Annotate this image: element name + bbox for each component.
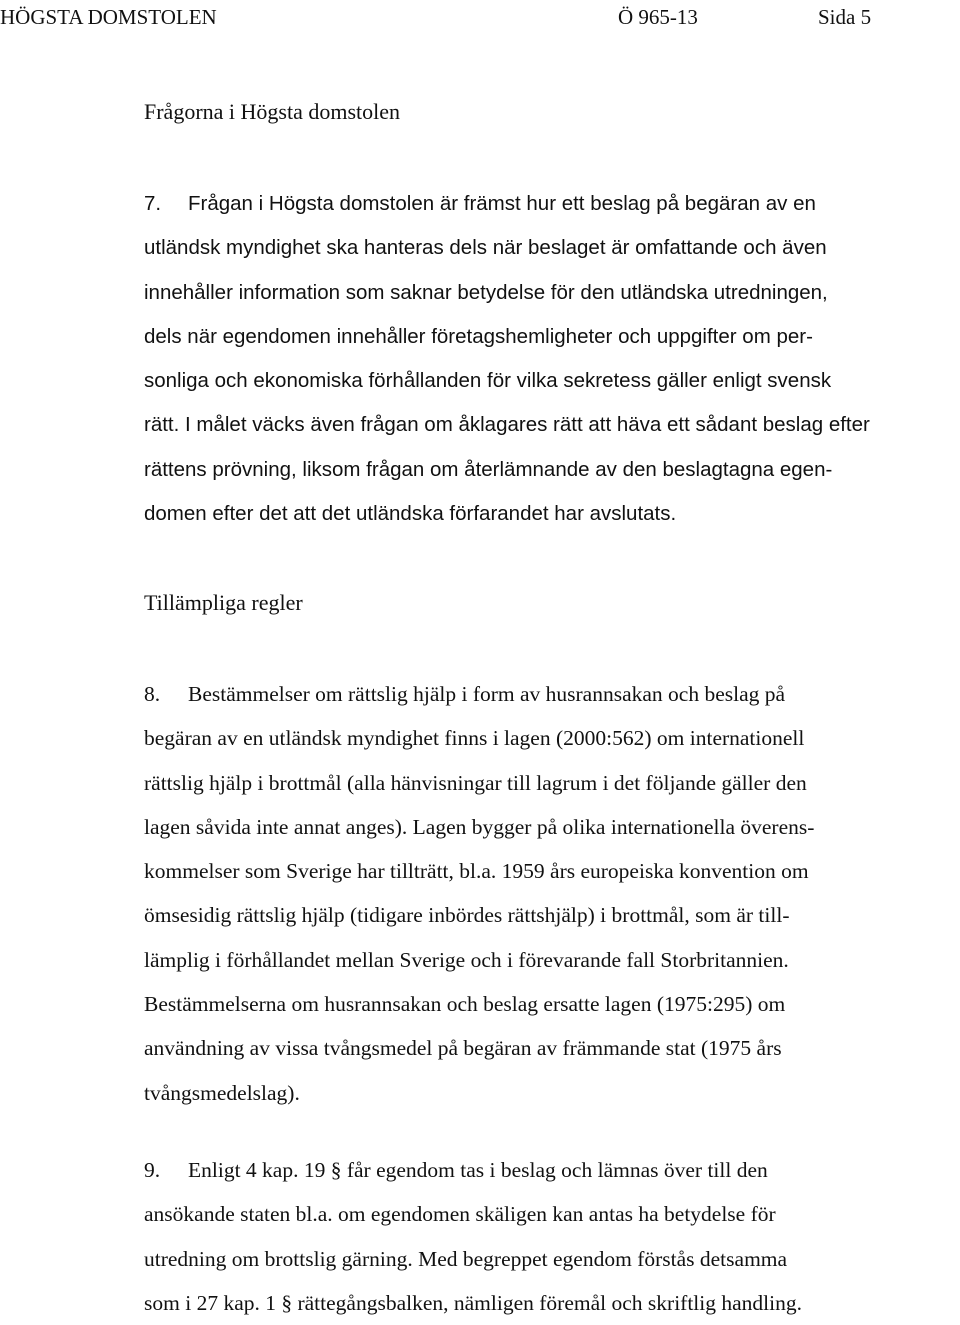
- paragraph-9: [144, 1148, 960, 1325]
- paragraph-line: utländsk myndighet ska hanteras dels när beslaget är omfattande och även: [144, 236, 827, 260]
- paragraph-number: 7.: [144, 192, 162, 215]
- paragraph-line: dels när egendomen innehåller företagshemligheter och uppgifter om per-: [144, 324, 813, 348]
- paragraph-line: rätt. I målet väcks även frågan om åklagares rätt att häva ett sådant beslag efter: [144, 413, 870, 437]
- paragraph-line: rättslig hjälp i brottmål (alla hänvisningar till lagrum i det följande gäller den: [144, 770, 807, 795]
- paragraph-line: 9. Enligt 4 kap. 19 § får egendom tas i beslag och lämnas över till den: [144, 1148, 960, 1192]
- paragraph-line: ömsesidig rättslig hjälp (tidigare inbördes rättshjälp) i brottmål, som är till-: [144, 903, 790, 928]
- paragraph-line: kommelser som Sverige har tillträtt, bl.a. 1959 års europeiska konvention om: [144, 859, 809, 884]
- paragraph-line: ansökande staten bl.a. om egendomen skäligen kan antas ha betydelse för: [144, 1202, 776, 1227]
- paragraph-line: lämplig i förhållandet mellan Sverige och i förevarande fall Storbritannien.: [144, 947, 789, 972]
- paragraph-line: domen efter det att det utländska förfarandet har avslutats.: [144, 502, 677, 526]
- paragraph-line: 8. Bestämmelser om rättslig hjälp i form av husrannsakan och beslag på: [144, 672, 960, 716]
- paragraph-line: begäran av en utländsk myndighet finns i lagen (2000:562) om internationell: [144, 726, 805, 751]
- paragraph-line: användning av vissa tvångsmedel på begäran av främmande stat (1975 års: [144, 1036, 782, 1061]
- paragraph-line: lagen såvida inte annat anges). Lagen bygger på olika internationella överens-: [144, 814, 815, 839]
- section-heading-applicable-rules: Tillämpliga regler: [144, 590, 303, 615]
- paragraph-7: [144, 182, 960, 536]
- paragraph-number: 9.: [144, 1158, 161, 1182]
- paragraph-line: tvångsmedelslag).: [144, 1080, 300, 1105]
- paragraph-number: 8.: [144, 682, 161, 706]
- page-number: Sida 5: [818, 5, 872, 29]
- court-name: HÖGSTA DOMSTOLEN: [0, 5, 217, 29]
- case-number: Ö 965-13: [618, 5, 698, 29]
- paragraph-line: rättens prövning, liksom frågan om återlämnande av den beslagtagna egen-: [144, 457, 833, 481]
- paragraph-8: [144, 672, 960, 1115]
- paragraph-line: sonliga och ekonomiska förhållanden för vilka sekretess gäller enligt svensk: [144, 369, 832, 393]
- paragraph-line: 7. Frågan i Högsta domstolen är främst hur ett beslag på begäran av en: [144, 182, 960, 226]
- paragraph-line: innehåller information som saknar betydelse för den utländska utredningen,: [144, 280, 828, 304]
- page-header: [0, 2, 960, 32]
- paragraph-line: som i 27 kap. 1 § rättegångsbalken, nämligen föremål och skriftlig handling.: [144, 1290, 802, 1315]
- paragraph-line: Bestämmelserna om husrannsakan och beslag ersatte lagen (1975:295) om: [144, 992, 786, 1017]
- section-heading-questions: Frågorna i Högsta domstolen: [144, 99, 401, 124]
- paragraph-line: utredning om brottslig gärning. Med begreppet egendom förstås detsamma: [144, 1246, 788, 1271]
